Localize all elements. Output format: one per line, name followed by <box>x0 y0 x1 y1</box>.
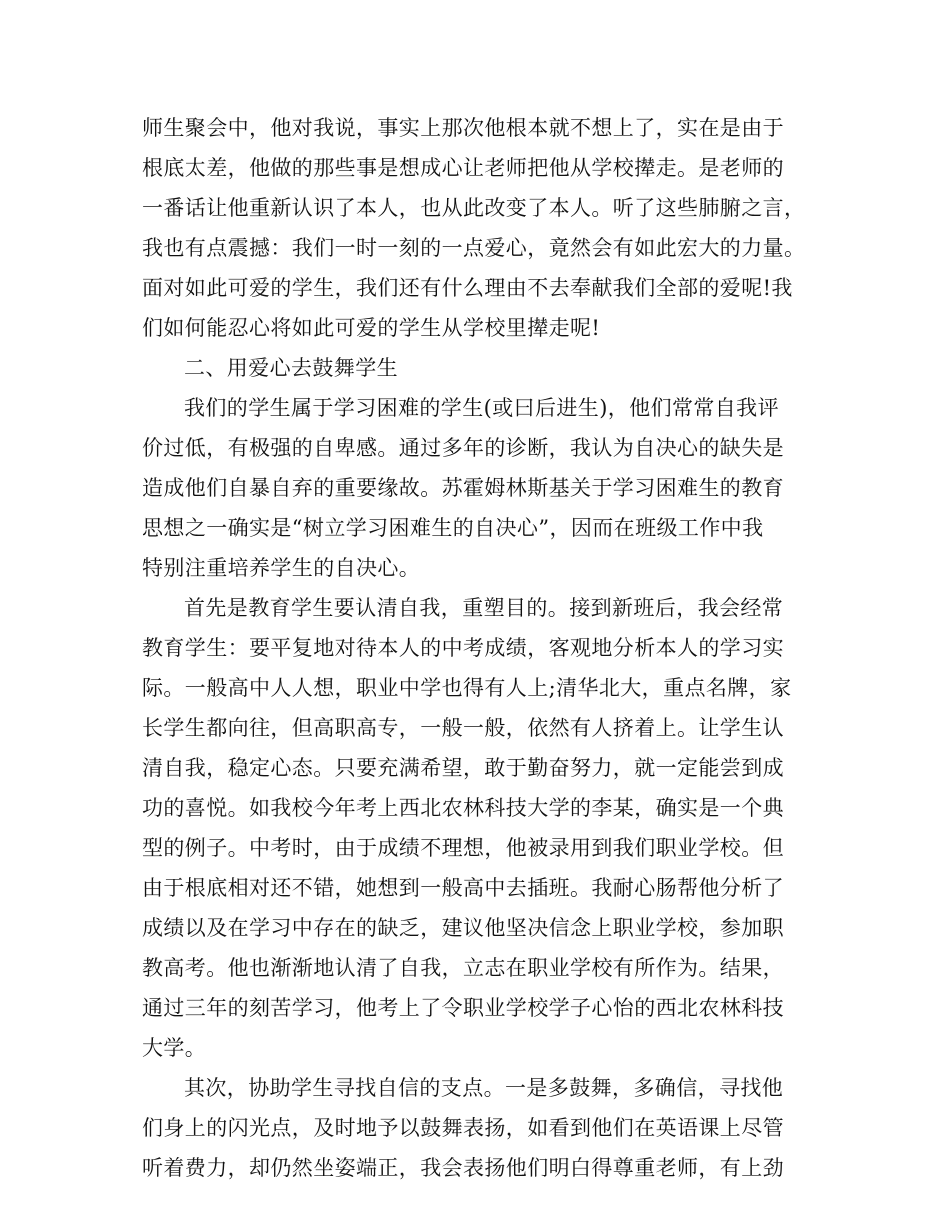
text-line: 一番话让他重新认识了本人，也从此改变了本人。听了这些肺腑之言， <box>142 196 806 220</box>
text-line: 教育学生：要平复地对待本人的中考成绩，客观地分析本人的学习实 <box>142 636 784 660</box>
text-line: 我也有点震撼：我们一时一刻的一点爱心，竟然会有如此宏大的力量。 <box>142 236 806 260</box>
text-line: 造成他们自暴自弃的重要缘故。苏霍姆林斯基关于学习困难生的教育 <box>142 476 784 500</box>
text-line: 教高考。他也渐渐地认清了自我，立志在职业学校有所作为。结果， <box>142 956 784 980</box>
text-line: 思想之一确实是“树立学习困难生的自决心”，因而在班级工作中我 <box>142 516 764 540</box>
text-line: 长学生都向往，但高职高专，一般一般，依然有人挤着上。让学生认 <box>142 716 784 740</box>
text-line: 特别注重培养学生的自决心。 <box>142 556 421 580</box>
text-line: 型的例子。中考时，由于成绩不理想，他被录用到我们职业学校。但 <box>142 836 784 860</box>
text-line: 由于根底相对还不错，她想到一般高中去插班。我耐心肠帮他分析了 <box>142 876 784 900</box>
text-line: 首先是教育学生要认清自我，重塑目的。接到新班后，我会经常 <box>184 596 784 620</box>
text-line: 功的喜悦。如我校今年考上西北农林科技大学的李某，确实是一个典 <box>142 796 784 820</box>
text-line: 大学。 <box>142 1036 207 1060</box>
text-line: 面对如此可爱的学生，我们还有什么理由不去奉献我们全部的爱呢!我 <box>142 276 793 300</box>
text-line: 根底太差，他做的那些事是想成心让老师把他从学校撵走。是老师的 <box>142 156 784 180</box>
text-line: 通过三年的刻苦学习，他考上了令职业学校学子心怡的西北农林科技 <box>142 996 784 1020</box>
text-line: 我们的学生属于学习困难的学生(或曰后进生)，他们常常自我评 <box>184 396 779 420</box>
text-line: 成绩以及在学习中存在的缺乏，建议他坚决信念上职业学校，参加职 <box>142 916 784 940</box>
section-heading: 二、用爱心去鼓舞学生 <box>184 356 398 380</box>
text-line: 师生聚会中，他对我说，事实上那次他根本就不想上了，实在是由于 <box>142 116 784 140</box>
text-line: 们身上的闪光点，及时地予以鼓舞表扬，如看到他们在英语课上尽管 <box>142 1116 784 1140</box>
text-line: 听着费力，却仍然坐姿端正，我会表扬他们明白得尊重老师，有上劲 <box>142 1156 784 1180</box>
text-line: 们如何能忍心将如此可爱的学生从学校里撵走呢! <box>142 316 601 340</box>
text-line: 清自我，稳定心态。只要充满希望，敢于勤奋努力，就一定能尝到成 <box>142 756 784 780</box>
text-line: 价过低，有极强的自卑感。通过多年的诊断，我认为自决心的缺失是 <box>142 436 784 460</box>
text-line: 其次，协助学生寻找自信的支点。一是多鼓舞，多确信，寻找他 <box>184 1076 784 1100</box>
text-line: 际。一般高中人人想，职业中学也得有人上;清华北大，重点名牌，家 <box>142 676 792 700</box>
